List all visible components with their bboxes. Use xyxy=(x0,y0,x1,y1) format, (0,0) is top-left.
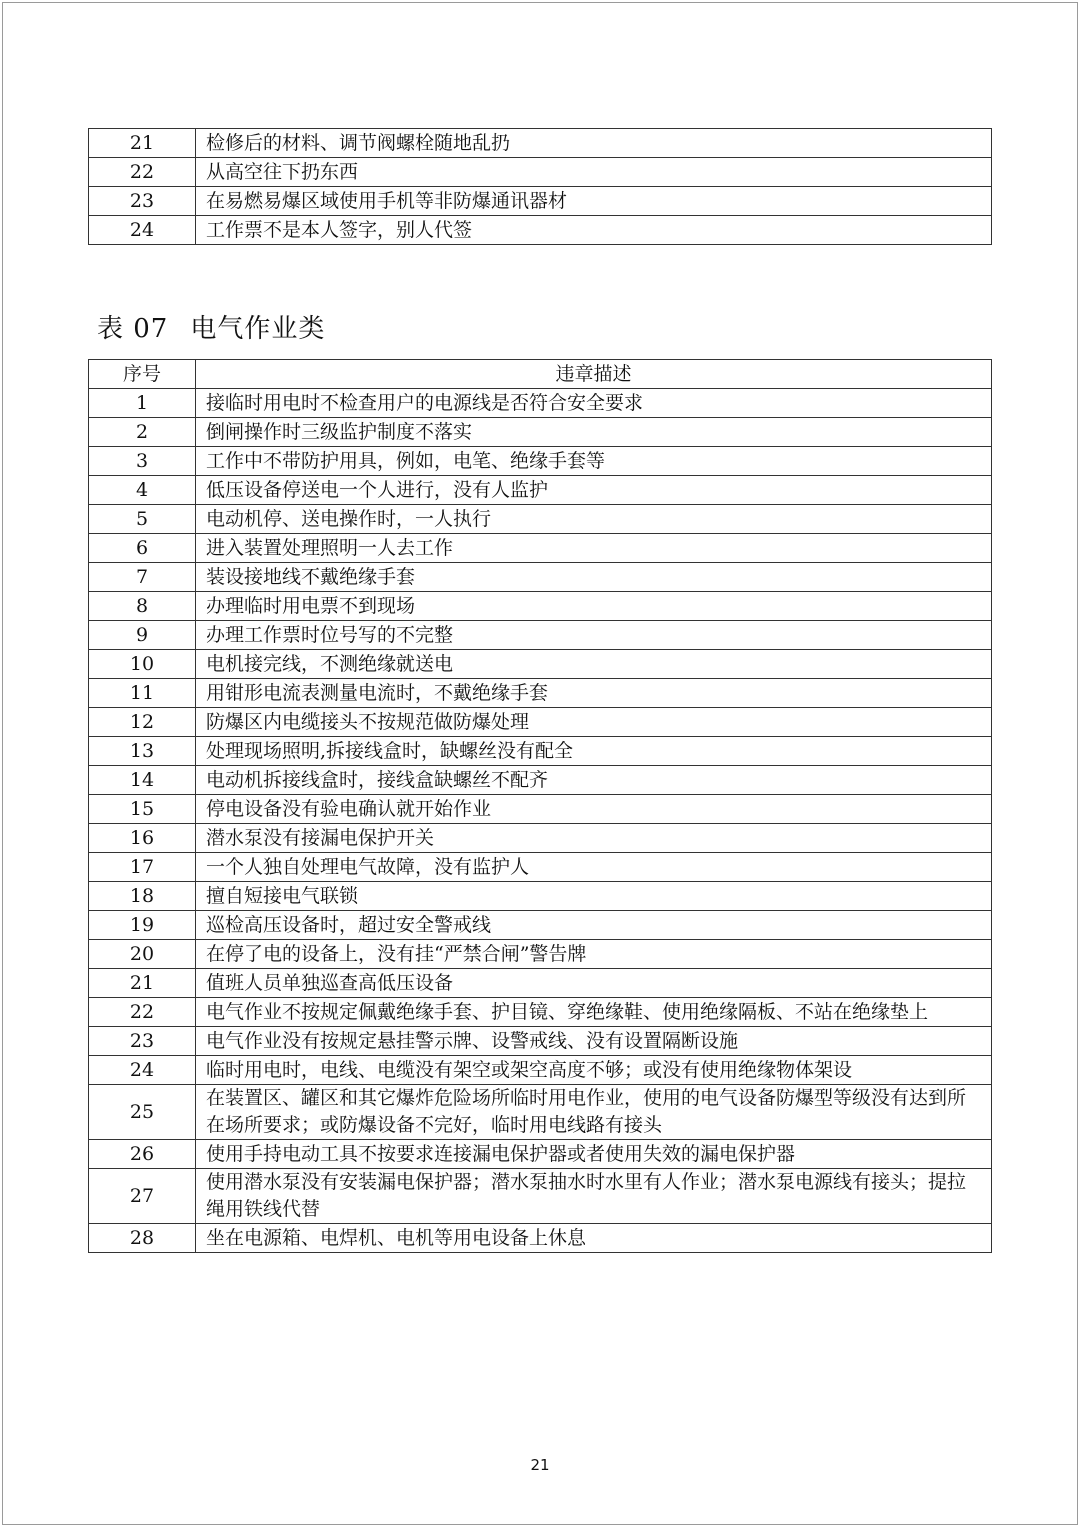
row-description: 在易燃易爆区域使用手机等非防爆通讯器材 xyxy=(196,187,992,216)
row-number: 19 xyxy=(89,911,196,940)
row-description: 从高空往下扔东西 xyxy=(196,158,992,187)
table-row xyxy=(89,1027,992,1056)
table-row xyxy=(89,824,992,853)
table-row xyxy=(89,708,992,737)
electrical-work-table xyxy=(88,359,992,1253)
row-description: 防爆区内电缆接头不按规范做防爆处理 xyxy=(196,708,992,737)
row-number: 9 xyxy=(89,621,196,650)
row-description: 办理临时用电票不到现场 xyxy=(196,592,992,621)
table-row xyxy=(89,650,992,679)
row-number: 25 xyxy=(89,1085,196,1140)
table-row xyxy=(89,216,992,245)
row-number: 10 xyxy=(89,650,196,679)
page-number: 21 xyxy=(530,1456,550,1474)
table-row xyxy=(89,969,992,998)
row-description: 装设接地线不戴绝缘手套 xyxy=(196,563,992,592)
header-number: 序号 xyxy=(89,360,196,389)
row-number: 22 xyxy=(89,158,196,187)
table-row xyxy=(89,766,992,795)
row-description: 倒闸操作时三级监护制度不落实 xyxy=(196,418,992,447)
row-description: 电动机停、送电操作时，一人执行 xyxy=(196,505,992,534)
row-description: 办理工作票时位号写的不完整 xyxy=(196,621,992,650)
table-row xyxy=(89,389,992,418)
row-number: 21 xyxy=(89,969,196,998)
row-description: 潜水泵没有接漏电保护开关 xyxy=(196,824,992,853)
row-description: 使用潜水泵没有安装漏电保护器；潜水泵抽水时水里有人作业；潜水泵电源线有接头；提拉绳用铁线代替 xyxy=(196,1169,992,1224)
table-row xyxy=(89,1169,992,1224)
row-number: 17 xyxy=(89,853,196,882)
table-row xyxy=(89,795,992,824)
row-number: 7 xyxy=(89,563,196,592)
row-description: 停电设备没有验电确认就开始作业 xyxy=(196,795,992,824)
row-description: 使用手持电动工具不按要求连接漏电保护器或者使用失效的漏电保护器 xyxy=(196,1140,992,1169)
table-row xyxy=(89,1140,992,1169)
row-number: 5 xyxy=(89,505,196,534)
table-row xyxy=(89,911,992,940)
row-description: 在装置区、罐区和其它爆炸危险场所临时用电作业，使用的电气设备防爆型等级没有达到所在场所要求；或防爆设备不完好，临时用电线路有接头 xyxy=(196,1085,992,1140)
table-row xyxy=(89,505,992,534)
row-description: 电动机拆接线盒时，接线盒缺螺丝不配齐 xyxy=(196,766,992,795)
row-number: 6 xyxy=(89,534,196,563)
row-description: 进入装置处理照明一人去工作 xyxy=(196,534,992,563)
row-description: 电气作业不按规定佩戴绝缘手套、护目镜、穿绝缘鞋、使用绝缘隔板、不站在绝缘垫上 xyxy=(196,998,992,1027)
row-description: 电气作业没有按规定悬挂警示牌、设警戒线、没有设置隔断设施 xyxy=(196,1027,992,1056)
table-row xyxy=(89,621,992,650)
table-row xyxy=(89,853,992,882)
row-number: 22 xyxy=(89,998,196,1027)
table-row xyxy=(89,534,992,563)
row-description: 坐在电源箱、电焊机、电机等用电设备上休息 xyxy=(196,1224,992,1253)
row-description: 临时用电时，电线、电缆没有架空或架空高度不够；或没有使用绝缘物体架设 xyxy=(196,1056,992,1085)
row-number: 23 xyxy=(89,1027,196,1056)
row-description: 擅自短接电气联锁 xyxy=(196,882,992,911)
table-row xyxy=(89,129,992,158)
row-description: 用钳形电流表测量电流时，不戴绝缘手套 xyxy=(196,679,992,708)
table-row xyxy=(89,1085,992,1140)
row-number: 24 xyxy=(89,216,196,245)
row-description: 工作中不带防护用具，例如，电笔、绝缘手套等 xyxy=(196,447,992,476)
row-number: 24 xyxy=(89,1056,196,1085)
row-number: 3 xyxy=(89,447,196,476)
row-number: 1 xyxy=(89,389,196,418)
row-number: 28 xyxy=(89,1224,196,1253)
continued-table xyxy=(88,128,992,245)
table-row xyxy=(89,158,992,187)
table-header-row xyxy=(89,360,992,389)
row-number: 23 xyxy=(89,187,196,216)
row-number: 12 xyxy=(89,708,196,737)
table-row xyxy=(89,447,992,476)
row-number: 18 xyxy=(89,882,196,911)
row-number: 21 xyxy=(89,129,196,158)
table-row xyxy=(89,187,992,216)
row-description: 接临时用电时不检查用户的电源线是否符合安全要求 xyxy=(196,389,992,418)
table-row xyxy=(89,563,992,592)
row-number: 2 xyxy=(89,418,196,447)
row-description: 检修后的材料、调节阀螺栓随地乱扔 xyxy=(196,129,992,158)
table-row xyxy=(89,940,992,969)
row-description: 巡检高压设备时，超过安全警戒线 xyxy=(196,911,992,940)
row-number: 8 xyxy=(89,592,196,621)
row-description: 工作票不是本人签字，别人代签 xyxy=(196,216,992,245)
row-number: 11 xyxy=(89,679,196,708)
table-row xyxy=(89,737,992,766)
row-description: 在停了电的设备上，没有挂“严禁合闸”警告牌 xyxy=(196,940,992,969)
table-row xyxy=(89,882,992,911)
row-number: 14 xyxy=(89,766,196,795)
table-row xyxy=(89,998,992,1027)
row-number: 16 xyxy=(89,824,196,853)
row-description: 处理现场照明,拆接线盒时，缺螺丝没有配全 xyxy=(196,737,992,766)
row-number: 13 xyxy=(89,737,196,766)
header-description: 违章描述 xyxy=(196,360,992,389)
table-code: 表 07 xyxy=(97,314,169,344)
row-description: 一个人独自处理电气故障，没有监护人 xyxy=(196,853,992,882)
row-description: 电机接完线，不测绝缘就送电 xyxy=(196,650,992,679)
row-number: 4 xyxy=(89,476,196,505)
table-row xyxy=(89,1224,992,1253)
row-number: 27 xyxy=(89,1169,196,1224)
table-name: 电气作业类 xyxy=(190,314,326,344)
row-description: 低压设备停送电一个人进行，没有人监护 xyxy=(196,476,992,505)
row-number: 26 xyxy=(89,1140,196,1169)
table-title xyxy=(97,308,325,345)
table-row xyxy=(89,592,992,621)
table-row xyxy=(89,1056,992,1085)
row-number: 15 xyxy=(89,795,196,824)
table-row xyxy=(89,679,992,708)
row-number: 20 xyxy=(89,940,196,969)
table-row xyxy=(89,418,992,447)
table-row xyxy=(89,476,992,505)
row-description: 值班人员单独巡查高低压设备 xyxy=(196,969,992,998)
